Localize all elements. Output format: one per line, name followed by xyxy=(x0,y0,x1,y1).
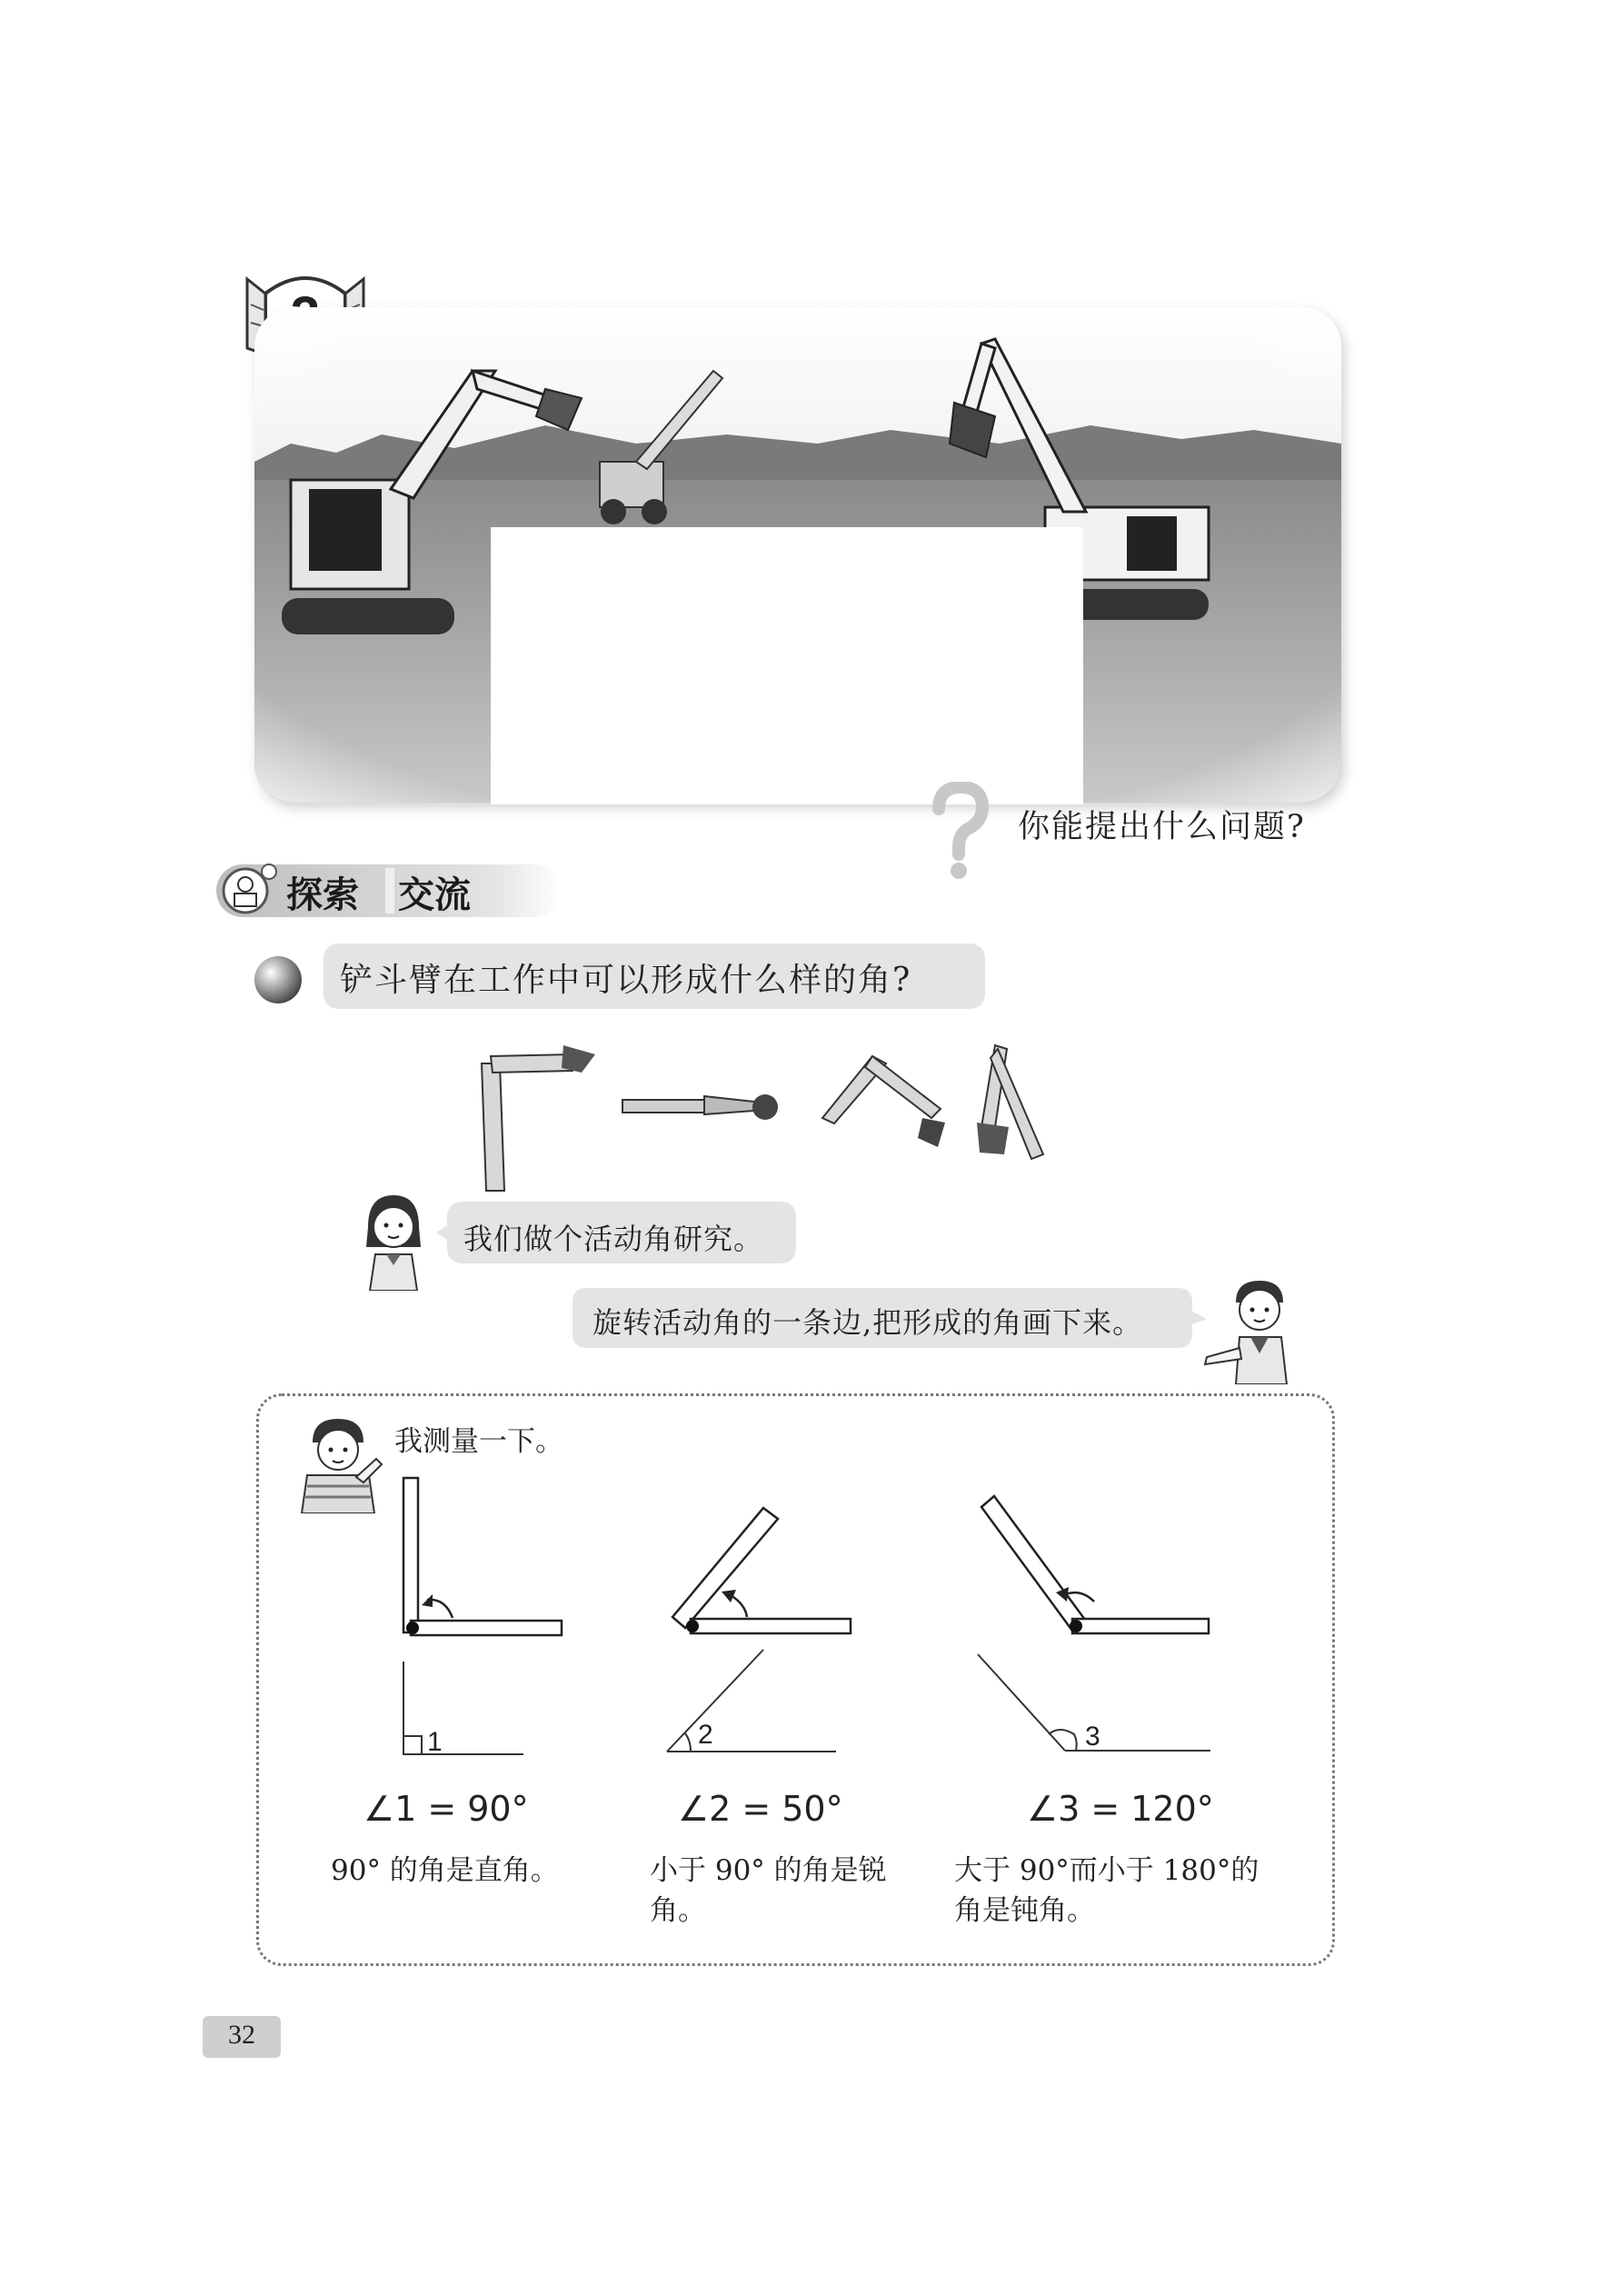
arm-pose-straight xyxy=(622,1094,778,1120)
angle-1-label: 1 xyxy=(427,1727,443,1757)
movable-angle-model-1 xyxy=(403,1478,562,1635)
angle-1-figure xyxy=(391,1471,573,1771)
question-mark-icon xyxy=(922,782,995,882)
angle-1-drawing xyxy=(403,1662,523,1754)
angle-3-label: 3 xyxy=(1085,1722,1100,1752)
measuring-boy-avatar xyxy=(293,1413,383,1513)
prompt-text: 铲斗臂在工作中可以形成什么样的角? xyxy=(340,962,912,999)
right-angle-definition: 90° 的角是直角。 xyxy=(331,1854,559,1887)
angle-1-equation: ∠1 = 90° xyxy=(363,1789,529,1829)
boy-avatar xyxy=(1200,1277,1301,1384)
measure-note: 我测量一下。 xyxy=(394,1425,563,1458)
angle-2-drawing xyxy=(667,1650,836,1752)
angle-3-equation: ∠3 = 120° xyxy=(1027,1789,1214,1829)
arm-pose-acute xyxy=(977,1045,1043,1159)
blank-label-area xyxy=(491,527,1083,804)
section-label-explore: 探索 xyxy=(286,874,359,916)
page-number: 32 xyxy=(228,2020,255,2050)
obtuse-angle-definition: 大于 90°而小于 180°的角是钝角。 xyxy=(954,1854,1260,1927)
angle-2-figure xyxy=(654,1495,854,1771)
movable-angle-model-3 xyxy=(981,1496,1209,1633)
girl-speech-text: 我们做个活动角研究。 xyxy=(463,1222,764,1256)
section-header-bar xyxy=(216,859,562,923)
arm-pose-obtuse xyxy=(822,1056,945,1147)
section-label-exchange: 交流 xyxy=(398,874,471,916)
girl-avatar xyxy=(350,1191,436,1291)
angle-2-equation: ∠2 = 50° xyxy=(678,1789,843,1829)
acute-angle-definition: 小于 90° 的角是锐角。 xyxy=(650,1854,887,1927)
excavator-arm-poses xyxy=(473,1036,1200,1195)
movable-angle-model-2 xyxy=(672,1508,851,1633)
bullet-ball-icon xyxy=(253,954,304,1005)
scene-question: 你能提出什么问题? xyxy=(1018,809,1306,845)
angle-3-figure xyxy=(963,1489,1218,1771)
boy-speech-text: 旋转活动角的一条边,把形成的角画下来。 xyxy=(592,1305,1143,1340)
angle-2-label: 2 xyxy=(698,1720,713,1750)
arm-pose-right-angle xyxy=(482,1045,595,1191)
